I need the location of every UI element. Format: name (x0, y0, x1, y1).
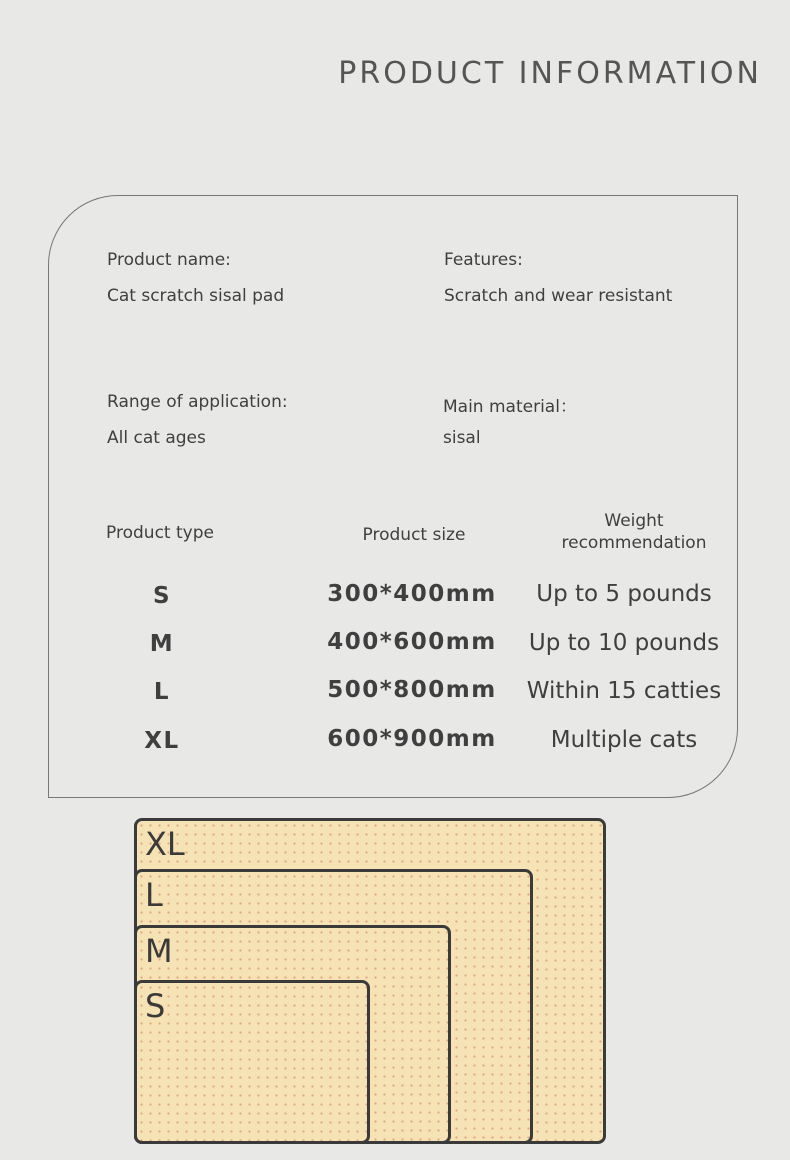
range-value: All cat ages (107, 428, 206, 448)
pad-xl-label: XL (145, 825, 185, 863)
row-xl-size: 600*900mm (327, 726, 497, 752)
material-label: Main material： (443, 397, 577, 417)
product-name-label: Product name: (107, 250, 231, 270)
header-weight-line2: recommendation (561, 533, 707, 553)
header-product-type: Product type (106, 523, 214, 543)
row-m-weight: Up to 10 pounds (528, 630, 720, 656)
features-value: Scratch and wear resistant (444, 286, 673, 306)
row-s-size: 300*400mm (327, 581, 497, 607)
page-title: PRODUCT INFORMATION (338, 56, 762, 91)
row-xl-type: XL (144, 728, 180, 754)
pad-l-label: L (145, 876, 163, 914)
header-product-size: Product size (362, 525, 466, 545)
row-s-type: S (152, 583, 172, 609)
header-weight-line1: Weight (604, 511, 664, 531)
pad-s (134, 980, 370, 1144)
material-value: sisal (443, 428, 481, 448)
row-xl-weight: Multiple cats (550, 727, 698, 753)
row-l-weight: Within 15 catties (526, 678, 722, 704)
row-l-size: 500*800mm (327, 677, 497, 703)
pad-s-label: S (145, 987, 166, 1025)
features-label: Features: (444, 250, 523, 270)
pad-m-label: M (145, 932, 173, 970)
range-label: Range of application: (107, 392, 288, 412)
product-name-value: Cat scratch sisal pad (107, 286, 285, 306)
row-l-type: L (153, 679, 171, 705)
row-m-size: 400*600mm (327, 629, 497, 655)
row-s-weight: Up to 5 pounds (536, 581, 712, 607)
row-m-type: M (149, 631, 175, 657)
size-comparison-diagram (134, 818, 606, 1144)
